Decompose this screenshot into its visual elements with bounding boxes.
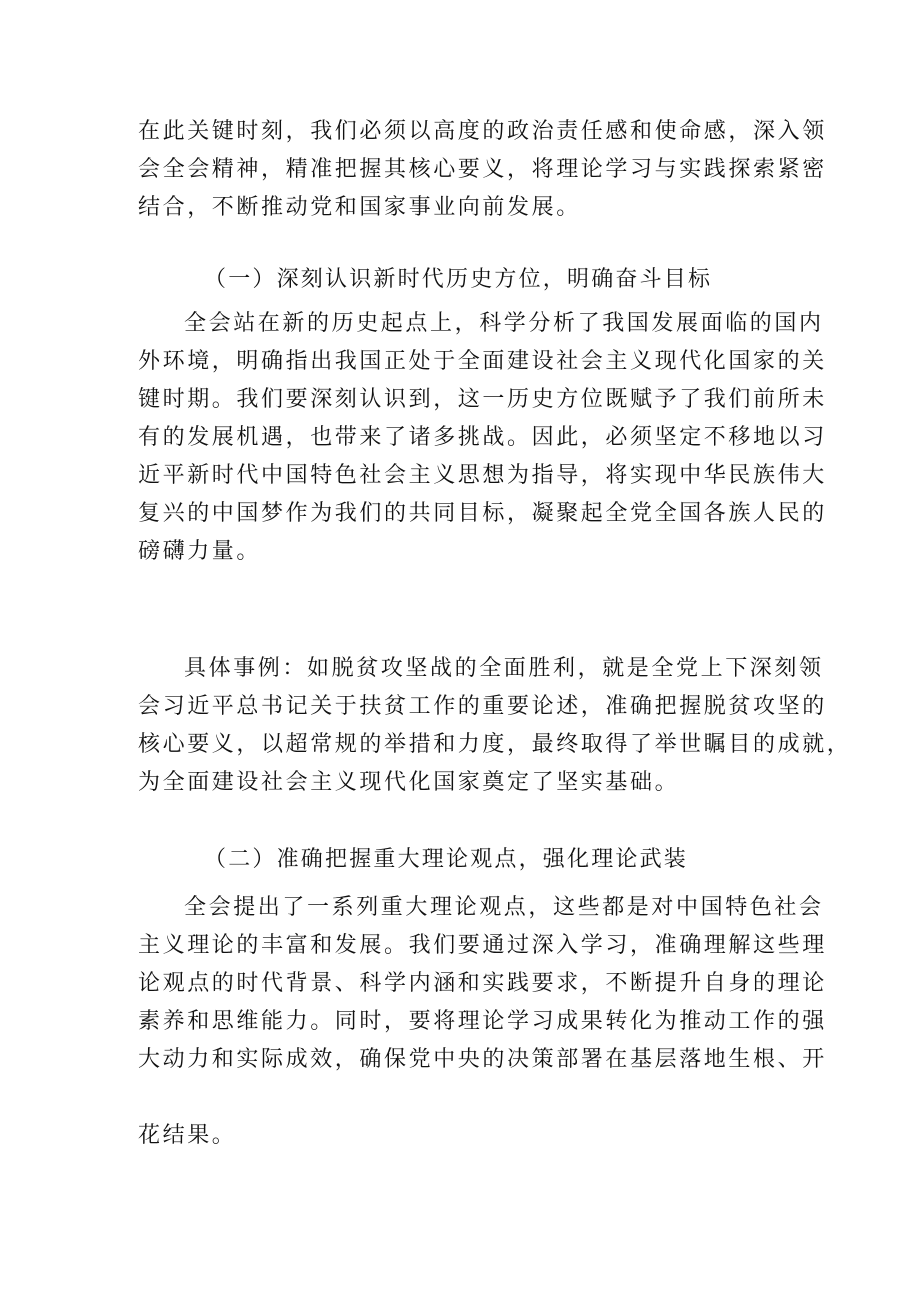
section-heading-1: （一）深刻认识新时代历史方位，明确奋斗目标 xyxy=(204,267,713,292)
paragraph-line: 全会站在新的历史起点上，科学分析了我国发展面临的国内 xyxy=(184,311,824,336)
paragraph-line: 复兴的中国梦作为我们的共同目标，凝聚起全党全国各族人民的 xyxy=(138,501,827,526)
paragraph-line: 花结果。 xyxy=(138,1123,237,1148)
paragraph-line: 大动力和实际成效，确保党中央的决策部署在基层落地生根、开 xyxy=(138,1047,827,1072)
paragraph-line: 在此关键时刻，我们必须以高度的政治责任感和使命感，深入领 xyxy=(138,119,827,144)
paragraph-line: 论观点的时代背景、科学内涵和实践要求，不断提升自身的理论 xyxy=(138,971,827,996)
paragraph-line: 全会提出了一系列重大理论观点，这些都是对中国特色社会 xyxy=(184,895,824,920)
paragraph-line: 核心要义，以超常规的举措和力度，最终取得了举世瞩目的成就， xyxy=(138,732,852,757)
paragraph-line: 为全面建设社会主义现代化国家奠定了坚实基础。 xyxy=(138,770,680,795)
paragraph-line: 会全会精神，精准把握其核心要义，将理论学习与实践探索紧密 xyxy=(138,157,827,182)
paragraph-line: 近平新时代中国特色社会主义思想为指导，将实现中华民族伟大 xyxy=(138,463,827,488)
paragraph-line: 主义理论的丰富和发展。我们要通过深入学习，准确理解这些理 xyxy=(138,933,827,958)
paragraph-line: 具体事例：如脱贫攻坚战的全面胜利，就是全党上下深刻领 xyxy=(184,656,824,681)
paragraph-line: 磅礴力量。 xyxy=(138,539,262,564)
paragraph-line: 有的发展机遇，也带来了诸多挑战。因此，必须坚定不移地以习 xyxy=(138,425,827,450)
paragraph-line: 结合，不断推动党和国家事业向前发展。 xyxy=(138,195,581,220)
paragraph-line: 素养和思维能力。同时，要将理论学习成果转化为推动工作的强 xyxy=(138,1009,827,1034)
paragraph-line: 会习近平总书记关于扶贫工作的重要论述，准确把握脱贫攻坚的 xyxy=(138,694,827,719)
paragraph-line: 外环境，明确指出我国正处于全面建设社会主义现代化国家的关 xyxy=(138,349,827,374)
section-heading-2: （二）准确把握重大理论观点，强化理论武装 xyxy=(204,847,689,872)
paragraph-line: 键时期。我们要深刻认识到，这一历史方位既赋予了我们前所未 xyxy=(138,387,827,412)
